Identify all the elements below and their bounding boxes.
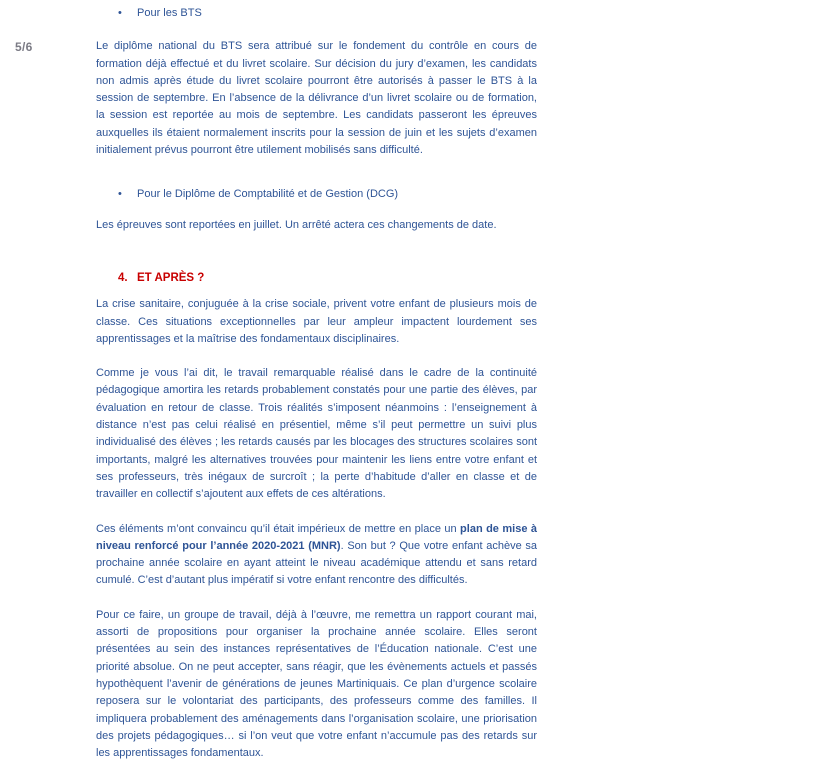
section-heading-label: ET APRÈS ?: [137, 271, 205, 284]
bullet-dot-icon: •: [118, 188, 122, 201]
paragraph-dcg: Les épreuves sont reportées en juillet. Un arrêté actera ces changements de date.: [96, 218, 497, 231]
bullet-item-dcg: [96, 186, 537, 203]
paragraph-plan-mnr: [96, 521, 537, 590]
paragraph-plan-mnr-text-before: Ces éléments m’ont convaincu qu’il était impérieux de mettre en place un: [96, 522, 461, 535]
paragraph-plan-mnr-bold-text: plan de mise à niveau renforcé pour l’année 2020-2021 (MNR): [96, 522, 537, 552]
paragraph-plan-mnr-text-after: . Son but ? Que votre enfant achève sa prochaine année scolaire en ayant atteint le niveau académique attendu et sans retard cumulé. C’est d’autant plus impératif si votre enfant rencontre des difficultés.: [96, 539, 537, 587]
page-number: 5/6: [15, 40, 33, 54]
section-heading-number: 4.: [118, 271, 128, 284]
bullet-bts-label: Pour les BTS: [137, 7, 202, 19]
paragraph-continuite-pedagogique: Comme je vous l’ai dit, le travail remarquable réalisé dans le cadre de la continuité pédagogique amortira les retards probablement constatés pour une partie des élèves, par évaluation en retour de classe. Trois réalités s’imposent néanmoins : l’enseignement à distance n’est pas celui réalisé en présentiel, même s’il peut permettre un suivi plus individualisé des élèves ; les retards causés par les blocages des structures scolaires sont importants, malgré les alternatives trouvées pour maintenir les liens entre votre enfant et ses professeurs, très inégaux de surcroît ; la perte d’habitude d’aller en classe et de travailler en collectif s’ajoutent aux effets de ces altérations.: [96, 367, 537, 501]
paragraph-groupe-travail: Pour ce faire, un groupe de travail, déjà à l’œuvre, me remettra un rapport courant mai, assorti de propositions pour organiser la prochaine année scolaire. Elles seront présentées au sein des instances représentatives de l’Éducation nationale. C’est une priorité absolue. On ne peut accepter, sans réagir, que les évènements actuels et passés hypothèquent l’avenir de générations de jeunes Martiniquais. Ce plan d’urgence scolaire reposera sur le volontariat des participants, des professeurs comme des familles. Il impliquera probablement des aménagements dans l’organisation scolaire, une priorisation des projets pédagogiques… si l’on veut que votre enfant n’accumule pas des retards sur les apprentissages fondamentaux.: [96, 608, 537, 760]
bullet-item-bts: [96, 5, 537, 22]
document-content: [96, 5, 537, 762]
bullet-dot-icon: •: [118, 7, 122, 19]
paragraph-crise-sanitaire: La crise sanitaire, conjuguée à la crise sociale, privent votre enfant de plusieurs mois de classe. Ces situations exceptionnelles par leur ampleur impactent lourdement ses apprentissages et la maîtrise des fondamentaux disciplinaires.: [96, 298, 537, 345]
section-heading: [96, 270, 537, 287]
paragraph-bts: Le diplôme national du BTS sera attribué sur le fondement du contrôle en cours de formation déjà effectué et du livret scolaire. Sur décision du jury d’examen, les candidats non admis après étude du livret scolaire pourront être autorisés à passer le BTS à la session de septembre. En l’absence de la délivrance d’un livret scolaire ou de formation, la session est reportée au mois de septembre. Les candidats passeront les épreuves auxquelles ils étaient normalement inscrits pour la session de juin et les sujets d’examen initialement prévus pourront être utilement mobilisés sans difficulté.: [96, 40, 537, 157]
bullet-dcg-label: Pour le Diplôme de Comptabilité et de Gestion (DCG): [137, 188, 399, 201]
